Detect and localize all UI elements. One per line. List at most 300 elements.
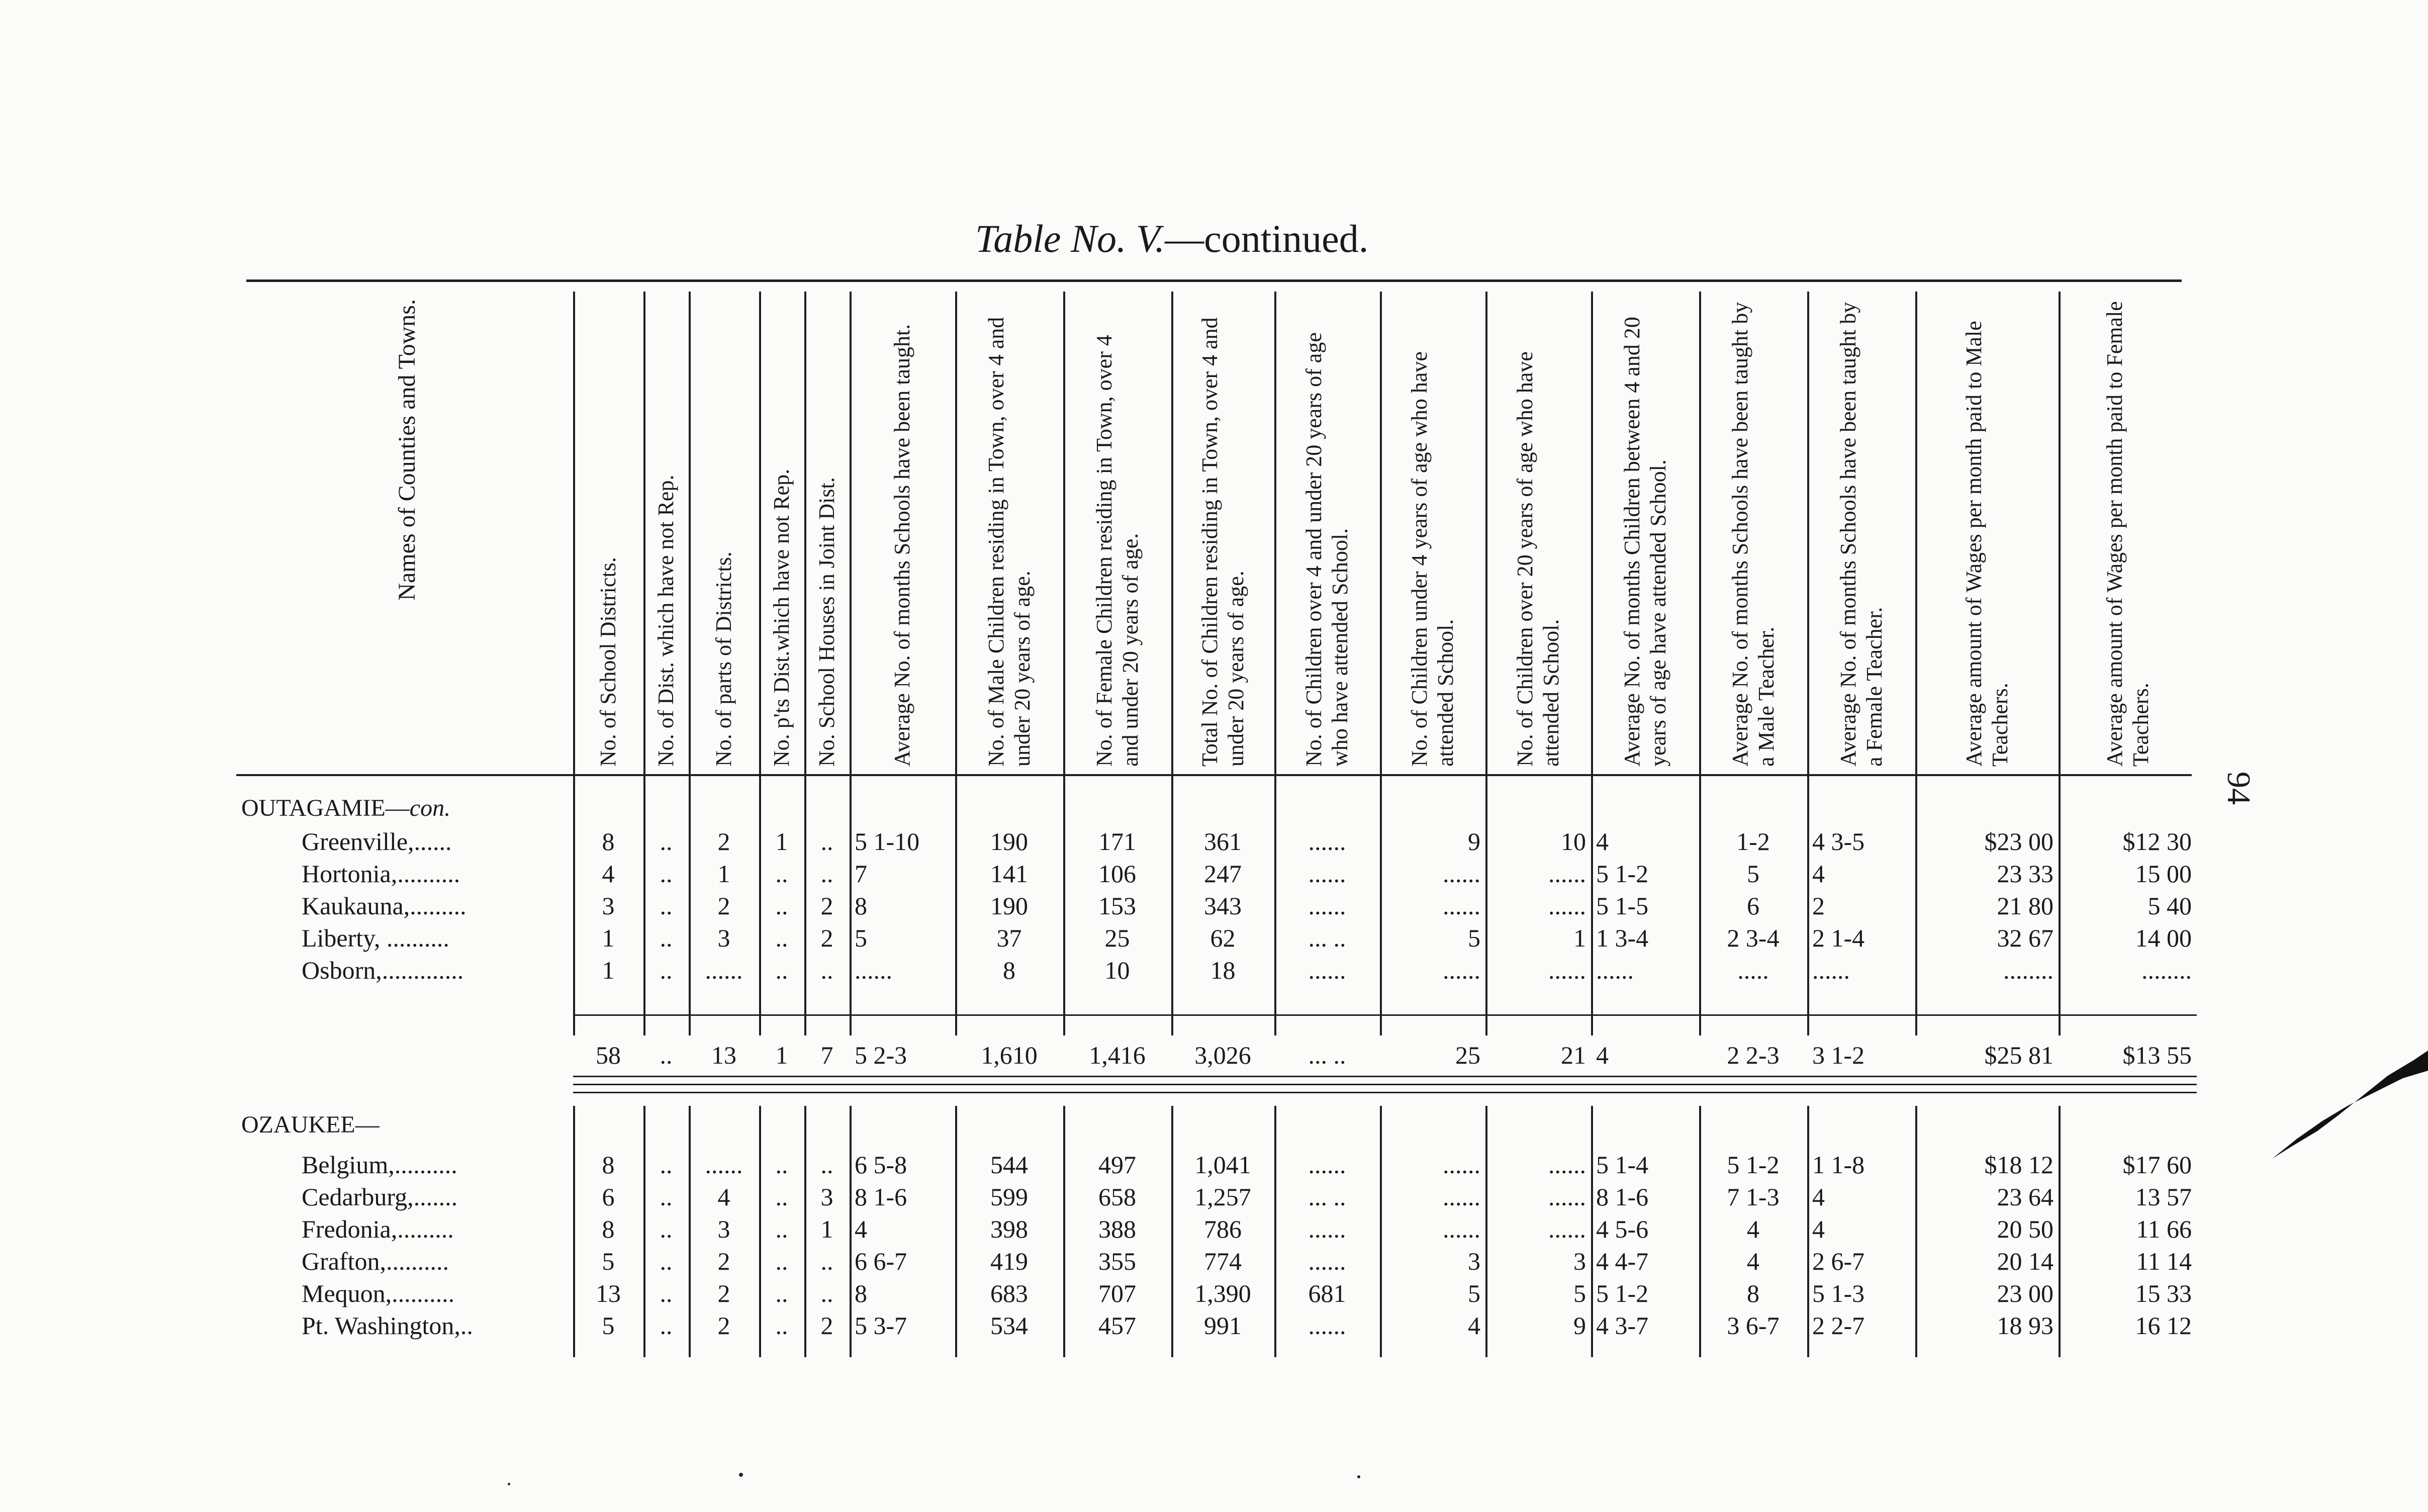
table-title-main: Table No. V. xyxy=(975,217,1165,260)
table-cell: 2 xyxy=(1812,892,1825,920)
table-cell: 8 xyxy=(602,1215,615,1243)
table-cell: 5 1-3 xyxy=(1812,1279,1865,1307)
table-cell: 9 xyxy=(1573,1311,1586,1340)
table-cell: 683 xyxy=(990,1279,1028,1307)
table-cell: 4 xyxy=(1468,1311,1480,1340)
table-cell: .. xyxy=(660,860,673,888)
table-cell: 5 xyxy=(602,1247,615,1275)
column-header xyxy=(2059,292,2197,774)
table-cell: 658 xyxy=(1098,1183,1136,1211)
totals-double-rule xyxy=(573,1092,2197,1093)
table-cell: 23 00 xyxy=(1997,1279,2053,1307)
table-cell: .. xyxy=(660,892,673,920)
print-speck xyxy=(1357,1475,1360,1478)
table-cell: ... .. xyxy=(1308,1183,1346,1211)
table-cell: 3 xyxy=(1573,1247,1586,1275)
table-cell: 4 xyxy=(1747,1215,1759,1243)
table-cell: 2 2-7 xyxy=(1812,1311,1865,1340)
table-cell: ...... xyxy=(1308,1151,1346,1179)
print-speck xyxy=(739,1473,743,1477)
totals-top-rule xyxy=(573,1014,2197,1016)
table-cell: 4 3-5 xyxy=(1812,827,1865,856)
table-cell: 5 3-7 xyxy=(855,1311,907,1340)
table-cell: $23 00 xyxy=(1984,827,2053,856)
table-cell: 5 1-2 xyxy=(1596,860,1649,888)
table-cell: 190 xyxy=(990,827,1028,856)
column-header xyxy=(850,292,955,774)
table-cell: 1 3-4 xyxy=(1596,924,1649,952)
table-cell: .. xyxy=(820,860,833,888)
table-cell: 544 xyxy=(990,1151,1028,1179)
column-header xyxy=(1380,292,1485,774)
table-cell: 6 6-7 xyxy=(855,1247,907,1275)
column-divider xyxy=(850,1106,852,1357)
table-cell: 786 xyxy=(1204,1215,1242,1243)
table-cell: 7 1-3 xyxy=(1727,1183,1780,1211)
column-divider xyxy=(573,1106,575,1357)
table-cell: 37 xyxy=(996,924,1022,952)
column-header xyxy=(689,292,759,774)
column-header xyxy=(1591,292,1699,774)
table-cell: .. xyxy=(660,1183,673,1211)
table-cell: 774 xyxy=(1204,1247,1242,1275)
column-divider xyxy=(804,292,806,1035)
column-header-text: Names of Counties and Towns. xyxy=(394,299,420,601)
column-divider xyxy=(643,292,645,1035)
table-cell: ...... xyxy=(1308,1247,1346,1275)
table-cell: ...... xyxy=(1548,1215,1586,1243)
table-cell: ...... xyxy=(1308,892,1346,920)
table-cell: 1-2 xyxy=(1736,827,1770,856)
table-cell: 5 xyxy=(1468,1279,1480,1307)
column-header-text: No. of School Districts. xyxy=(596,557,620,767)
table-cell: 6 xyxy=(1747,892,1759,920)
column-header-text: No. of Children under 4 years of age who have attended School. xyxy=(1407,351,1458,767)
column-divider xyxy=(1915,1106,1917,1357)
table-cell: 13 57 xyxy=(2135,1183,2192,1211)
table-cell: 3 xyxy=(717,1215,730,1243)
table-cell: 398 xyxy=(990,1215,1028,1243)
table-cell: 11 66 xyxy=(2136,1215,2192,1243)
table-cell: 681 xyxy=(1308,1279,1346,1307)
table-cell: .. xyxy=(660,1215,673,1243)
table-cell: 3 6-7 xyxy=(1727,1311,1780,1340)
table-cell: 1,041 xyxy=(1194,1151,1251,1179)
table-cell: 2 3-4 xyxy=(1727,924,1780,952)
table-cell: 1 xyxy=(775,827,788,856)
town-name: Greenville,...... xyxy=(302,827,452,856)
total-cell: 58 xyxy=(596,1041,621,1069)
table-cell: 2 xyxy=(717,1247,730,1275)
table-cell: 8 xyxy=(602,827,615,856)
column-divider xyxy=(1063,1106,1065,1357)
column-divider xyxy=(759,1106,761,1357)
table-cell: 5 xyxy=(1747,860,1759,888)
county-name: OUTAGAMIE— xyxy=(241,795,410,821)
table-cell: 343 xyxy=(1204,892,1242,920)
column-header-text: No. School Houses in Joint Dist. xyxy=(814,477,839,767)
total-cell: 1,416 xyxy=(1089,1041,1146,1069)
table-cell: 1 xyxy=(717,860,730,888)
table-cell: 1 xyxy=(602,956,615,984)
column-divider xyxy=(1274,1106,1276,1357)
table-cell: 171 xyxy=(1098,827,1136,856)
table-cell: 15 00 xyxy=(2135,860,2192,888)
table-cell: 2 xyxy=(820,1311,833,1340)
table-cell: 5 1-4 xyxy=(1596,1151,1649,1179)
table-cell: 2 xyxy=(717,1311,730,1340)
table-cell: 5 1-2 xyxy=(1727,1151,1780,1179)
column-divider xyxy=(689,292,691,1035)
table-cell: 419 xyxy=(990,1247,1028,1275)
column-header xyxy=(1699,292,1807,774)
total-cell: 21 xyxy=(1561,1041,1586,1069)
column-divider xyxy=(955,292,957,1035)
column-header xyxy=(1485,292,1591,774)
table-cell: .. xyxy=(660,924,673,952)
total-cell: 3,026 xyxy=(1194,1041,1251,1069)
column-divider xyxy=(1699,1106,1701,1357)
table-cell: ...... xyxy=(705,1151,743,1179)
town-name: Osborn,............. xyxy=(302,956,464,984)
column-header-text: Average No. of months Schools have been taught by a Male Teacher. xyxy=(1727,302,1779,767)
table-cell: ...... xyxy=(1548,956,1586,984)
table-cell: 2 xyxy=(717,892,730,920)
column-header xyxy=(1807,292,1915,774)
table-cell: 3 xyxy=(717,924,730,952)
table-cell: .. xyxy=(775,1247,788,1275)
table-cell: 18 xyxy=(1210,956,1236,984)
table-cell: .. xyxy=(660,827,673,856)
total-cell: 5 2-3 xyxy=(855,1041,907,1069)
table-cell: 4 3-7 xyxy=(1596,1311,1649,1340)
table-cell: 2 xyxy=(820,924,833,952)
table-cell: 32 67 xyxy=(1997,924,2053,952)
column-header-text: No. of Dist. which have not Rep. xyxy=(653,475,678,767)
table-cell: 1,390 xyxy=(1194,1279,1251,1307)
table-cell: 15 33 xyxy=(2135,1279,2192,1307)
town-name: Hortonia,.......... xyxy=(302,860,460,888)
table-cell: 8 xyxy=(602,1151,615,1179)
table-cell: .. xyxy=(775,1279,788,1307)
table-cell: 4 4-7 xyxy=(1596,1247,1649,1275)
county-suffix: con. xyxy=(409,795,451,821)
table-cell: .. xyxy=(660,956,673,984)
table-cell: 10 xyxy=(1561,827,1586,856)
column-header-text: Total No. of Children residing in Town, over 4 and under 20 years of age. xyxy=(1197,317,1248,767)
column-header xyxy=(955,292,1063,774)
table-cell: 4 5-6 xyxy=(1596,1215,1649,1243)
column-divider xyxy=(1485,1106,1487,1357)
table-cell: ...... xyxy=(1548,892,1586,920)
column-divider xyxy=(850,292,852,1035)
table-cell: .. xyxy=(775,892,788,920)
table-cell: $17 60 xyxy=(2122,1151,2192,1179)
total-cell: 4 xyxy=(1596,1041,1609,1069)
column-header-text: Average No. of months Schools have been taught by a Female Teacher. xyxy=(1835,302,1887,767)
table-cell: ...... xyxy=(1308,1215,1346,1243)
table-cell: 457 xyxy=(1098,1311,1136,1340)
column-header-text: No. p'ts Dist.which have not Rep. xyxy=(769,468,794,767)
table-cell: ........ xyxy=(2003,956,2053,984)
table-title-suffix: —continued. xyxy=(1165,217,1369,260)
table-cell: 4 xyxy=(1812,1215,1825,1243)
town-name: Pt. Washington,.. xyxy=(302,1311,473,1340)
table-cell: 388 xyxy=(1098,1215,1136,1243)
table-cell: .. xyxy=(660,1279,673,1307)
table-cell: ...... xyxy=(705,956,743,984)
table-cell: 3 xyxy=(602,892,615,920)
table-cell: 4 xyxy=(1596,827,1609,856)
page-number: 94 xyxy=(2220,772,2257,805)
table-cell: 5 1-10 xyxy=(855,827,920,856)
town-name: Fredonia,......... xyxy=(302,1215,454,1243)
table-cell: 2 xyxy=(717,1279,730,1307)
table-cell: 5 xyxy=(602,1311,615,1340)
column-divider xyxy=(2059,1106,2061,1357)
column-divider xyxy=(804,1106,806,1357)
table-cell: 20 14 xyxy=(1997,1247,2053,1275)
total-cell: $13 55 xyxy=(2122,1041,2192,1069)
column-divider xyxy=(1591,1106,1593,1357)
county-heading xyxy=(241,794,450,822)
table-cell: .. xyxy=(775,956,788,984)
column-divider xyxy=(573,292,575,1035)
table-cell: ...... xyxy=(1443,892,1480,920)
table-cell: ... .. xyxy=(1308,924,1346,952)
town-name: Kaukauna,......... xyxy=(302,892,466,920)
table-cell: ...... xyxy=(1548,1183,1586,1211)
total-cell: 1 xyxy=(775,1041,788,1069)
table-cell: ...... xyxy=(855,956,892,984)
table-title xyxy=(975,216,1368,261)
column-divider xyxy=(1807,1106,1809,1357)
totals-bottom-rule xyxy=(573,1076,2197,1077)
table-cell: .. xyxy=(775,1311,788,1340)
table-top-rule xyxy=(246,279,2182,282)
column-divider xyxy=(1380,292,1382,1035)
table-cell: 5 xyxy=(855,924,867,952)
column-divider xyxy=(1485,292,1487,1035)
table-cell: 1 xyxy=(1573,924,1586,952)
table-cell: ...... xyxy=(1812,956,1850,984)
county-name: OZAUKEE— xyxy=(241,1111,380,1138)
total-cell: 3 1-2 xyxy=(1812,1041,1865,1069)
table-cell: ...... xyxy=(1548,1151,1586,1179)
table-cell: ...... xyxy=(1308,827,1346,856)
table-cell: 1 xyxy=(820,1215,833,1243)
column-divider xyxy=(1591,292,1593,1035)
table-cell: 3 xyxy=(820,1183,833,1211)
table-cell: 21 80 xyxy=(1997,892,2053,920)
column-divider xyxy=(955,1106,957,1357)
table-cell: 153 xyxy=(1098,892,1136,920)
table-cell: ...... xyxy=(1443,1183,1480,1211)
table-cell: 991 xyxy=(1204,1311,1242,1340)
table-cell: 4 xyxy=(602,860,615,888)
table-cell: 5 xyxy=(1573,1279,1586,1307)
column-header xyxy=(241,292,573,774)
table-cell: 2 6-7 xyxy=(1812,1247,1865,1275)
town-name: Belgium,.......... xyxy=(302,1151,457,1179)
column-header xyxy=(759,292,804,774)
column-divider xyxy=(759,292,761,1035)
table-cell: 62 xyxy=(1210,924,1236,952)
totals-double-rule xyxy=(573,1084,2197,1085)
table-cell: .. xyxy=(660,1151,673,1179)
column-divider xyxy=(1915,292,1917,1035)
table-cell: ...... xyxy=(1443,1151,1480,1179)
town-name: Grafton,.......... xyxy=(302,1247,449,1275)
table-cell: $12 30 xyxy=(2122,827,2192,856)
table-cell: 5 40 xyxy=(2147,892,2192,920)
table-cell: .. xyxy=(775,1151,788,1179)
table-cell: .. xyxy=(820,1247,833,1275)
column-header xyxy=(1274,292,1380,774)
town-name: Cedarburg,....... xyxy=(302,1183,458,1211)
column-header-text: Average amount of Wages per month paid to Male Teachers. xyxy=(1961,321,2012,767)
table-cell: .. xyxy=(775,1183,788,1211)
table-cell: 8 xyxy=(1747,1279,1759,1307)
table-cell: 1,257 xyxy=(1194,1183,1251,1211)
table-cell: .. xyxy=(775,924,788,952)
table-cell: 4 xyxy=(1812,1183,1825,1211)
table-cell: 2 1-4 xyxy=(1812,924,1865,952)
table-cell: 23 33 xyxy=(1997,860,2053,888)
table-cell: 4 xyxy=(1812,860,1825,888)
column-header-text: Average No. of months Children between 4 and 20 years of age have attended School. xyxy=(1619,317,1670,767)
table-cell: 2 xyxy=(820,892,833,920)
table-cell: ...... xyxy=(1548,860,1586,888)
column-header xyxy=(1063,292,1171,774)
table-cell: 8 xyxy=(855,1279,867,1307)
town-name: Liberty, .......... xyxy=(302,924,449,952)
total-cell: ... .. xyxy=(1308,1041,1346,1069)
table-cell: 355 xyxy=(1098,1247,1136,1275)
table-cell: .. xyxy=(775,860,788,888)
table-cell: 5 1-2 xyxy=(1596,1279,1649,1307)
table-cell: 1 xyxy=(602,924,615,952)
table-cell: 497 xyxy=(1098,1151,1136,1179)
table-cell: 11 14 xyxy=(2136,1247,2192,1275)
table-cell: 6 xyxy=(602,1183,615,1211)
table-cell: 1 1-8 xyxy=(1812,1151,1865,1179)
table-cell: 4 xyxy=(855,1215,867,1243)
table-cell: 361 xyxy=(1204,827,1242,856)
table-cell: 247 xyxy=(1204,860,1242,888)
table-cell: ..... xyxy=(1737,956,1769,984)
column-header-text: Average No. of months Schools have been taught. xyxy=(890,324,914,767)
table-cell: .. xyxy=(820,956,833,984)
header-bottom-rule xyxy=(236,774,2192,776)
table-cell: 8 xyxy=(855,892,867,920)
table-cell: ...... xyxy=(1443,956,1480,984)
total-cell: 25 xyxy=(1455,1041,1480,1069)
print-speck xyxy=(508,1483,510,1485)
column-divider xyxy=(643,1106,645,1357)
table-cell: 20 50 xyxy=(1997,1215,2053,1243)
table-cell: .. xyxy=(820,1279,833,1307)
column-divider xyxy=(2059,292,2061,1035)
column-header xyxy=(804,292,850,774)
total-cell: 2 2-3 xyxy=(1727,1041,1780,1069)
table-cell: ...... xyxy=(1596,956,1634,984)
column-header xyxy=(1171,292,1274,774)
table-cell: 23 64 xyxy=(1997,1183,2053,1211)
table-cell: 707 xyxy=(1098,1279,1136,1307)
table-cell: 25 xyxy=(1104,924,1130,952)
table-cell: ...... xyxy=(1308,956,1346,984)
table-cell: 7 xyxy=(855,860,867,888)
table-cell: .. xyxy=(660,1311,673,1340)
column-divider xyxy=(1063,292,1065,1035)
column-header-text: No. of Children over 20 years of age who have attended School. xyxy=(1513,351,1563,767)
total-cell: 1,610 xyxy=(981,1041,1038,1069)
column-divider xyxy=(1171,1106,1173,1357)
table-cell: 4 xyxy=(1747,1247,1759,1275)
column-divider xyxy=(1807,292,1809,1035)
total-cell: $25 81 xyxy=(1984,1041,2053,1069)
table-cell: 8 1-6 xyxy=(855,1183,907,1211)
table-cell: 534 xyxy=(990,1311,1028,1340)
total-cell: 13 xyxy=(711,1041,736,1069)
table-cell: 106 xyxy=(1098,860,1136,888)
table-cell: ...... xyxy=(1443,1215,1480,1243)
column-divider xyxy=(1699,292,1701,1035)
table-cell: 5 xyxy=(1468,924,1480,952)
table-cell: .. xyxy=(820,1151,833,1179)
town-name: Mequon,.......... xyxy=(302,1279,455,1307)
table-cell: .. xyxy=(660,1247,673,1275)
table-cell: 599 xyxy=(990,1183,1028,1211)
table-cell: .. xyxy=(820,827,833,856)
table-cell: 141 xyxy=(990,860,1028,888)
column-divider xyxy=(1171,292,1173,1035)
table-cell: 9 xyxy=(1468,827,1480,856)
total-cell: 7 xyxy=(820,1041,833,1069)
table-cell: 13 xyxy=(596,1279,621,1307)
column-header-text: No. of Children over 4 and under 20 years of age who have attended School. xyxy=(1301,332,1352,767)
column-header-text: No. of parts of Districts. xyxy=(711,551,736,767)
table-cell: ...... xyxy=(1308,860,1346,888)
table-cell: 2 xyxy=(717,827,730,856)
column-header xyxy=(643,292,689,774)
table-cell: ...... xyxy=(1308,1311,1346,1340)
column-header-text: Average amount of Wages per month paid to Female Teachers. xyxy=(2102,301,2153,767)
table-cell: 14 00 xyxy=(2135,924,2192,952)
column-divider xyxy=(689,1106,691,1357)
table-cell: 16 12 xyxy=(2135,1311,2192,1340)
column-header-text: No. of Male Children residing in Town, over 4 and under 20 years of age. xyxy=(983,317,1035,767)
table-cell: 4 xyxy=(717,1183,730,1211)
table-cell: 190 xyxy=(990,892,1028,920)
total-cell: .. xyxy=(660,1041,673,1069)
table-cell: $18 12 xyxy=(1984,1151,2053,1179)
table-cell: 8 1-6 xyxy=(1596,1183,1649,1211)
column-header xyxy=(573,292,643,774)
column-divider xyxy=(1380,1106,1382,1357)
table-cell: .. xyxy=(775,1215,788,1243)
table-cell: 10 xyxy=(1104,956,1130,984)
table-cell: 3 xyxy=(1468,1247,1480,1275)
table-cell: 18 93 xyxy=(1997,1311,2053,1340)
table-cell: 6 5-8 xyxy=(855,1151,907,1179)
column-header xyxy=(1915,292,2059,774)
table-cell: 8 xyxy=(1003,956,1015,984)
torn-edge-mark xyxy=(2262,1030,2428,1161)
column-header-text: No. of Female Children residing in Town, over 4 and under 20 years of age. xyxy=(1091,335,1143,767)
county-heading xyxy=(241,1111,380,1139)
